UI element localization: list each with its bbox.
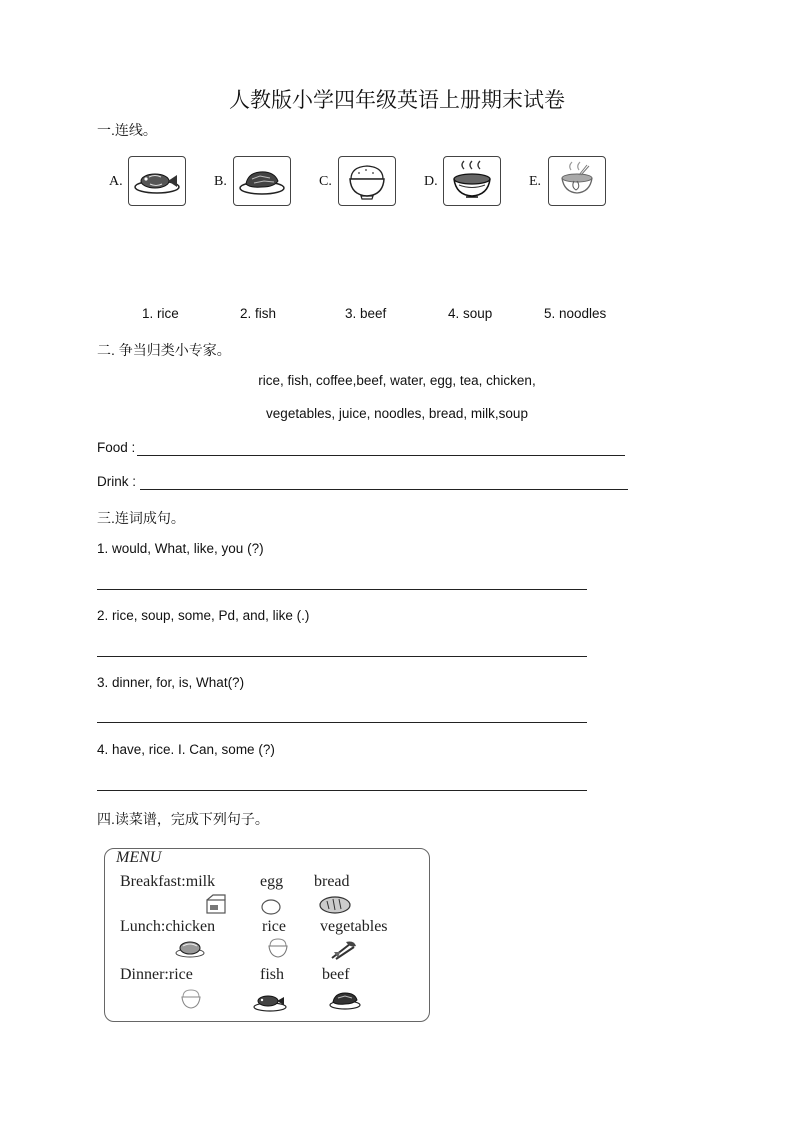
menu-dinner: Dinner:rice <box>120 966 193 983</box>
drink-answer-line[interactable] <box>140 489 628 490</box>
beef-plate-icon <box>234 157 290 205</box>
word-beef: 3. beef <box>345 306 387 321</box>
picture-a <box>128 156 186 206</box>
menu-dinner-beef: beef <box>322 966 350 983</box>
picture-label-a: A. <box>109 174 123 189</box>
question-3: 3. dinner, for, is, What(?) <box>97 675 245 690</box>
word-soup: 4. soup <box>448 306 493 321</box>
section-3-heading: 三.连词成句。 <box>97 510 185 526</box>
food-answer-line[interactable] <box>137 455 625 456</box>
picture-c <box>338 156 396 206</box>
question-4: 4. have, rice. I. Can, some (?) <box>97 742 275 757</box>
word-fish: 2. fish <box>240 306 277 321</box>
menu-breakfast-egg: egg <box>260 873 284 890</box>
food-label: Food : <box>97 440 136 455</box>
menu-lunch: Lunch:chicken <box>120 918 216 935</box>
chicken-icon <box>172 936 208 960</box>
milk-icon <box>201 892 237 916</box>
answer-line-2[interactable] <box>97 656 587 657</box>
egg-icon <box>253 895 289 919</box>
menu-title: MENU <box>116 849 162 866</box>
section-2-heading: 二. 争当归类小专家。 <box>97 342 231 358</box>
word-noodles: 5. noodles <box>544 306 607 321</box>
picture-label-d: D. <box>424 174 438 189</box>
question-1: 1. would, What, like, you (?) <box>97 541 264 556</box>
menu-dinner-fish: fish <box>260 966 284 983</box>
menu-lunch-vegetables: vegetables <box>320 918 388 935</box>
word-bank-line-2: vegetables, juice, noodles, bread, milk,soup <box>266 406 528 421</box>
picture-label-e: E. <box>529 174 542 189</box>
section-1-heading: 一.连线。 <box>97 122 157 138</box>
rice-bowl-small-icon <box>173 987 209 1011</box>
menu-lunch-rice: rice <box>262 918 286 935</box>
picture-label-c: C. <box>319 174 332 189</box>
beef-icon <box>327 987 363 1011</box>
rice-bowl-icon <box>339 157 395 205</box>
noodles-bowl-icon <box>549 157 605 205</box>
menu-breakfast: Breakfast:milk <box>120 873 216 890</box>
picture-d <box>443 156 501 206</box>
rice-icon <box>260 936 296 960</box>
bread-icon <box>317 893 353 917</box>
answer-line-1[interactable] <box>97 589 587 590</box>
answer-line-4[interactable] <box>97 790 587 791</box>
drink-label: Drink : <box>97 474 137 489</box>
picture-e <box>548 156 606 206</box>
section-4-heading: 四.读菜谱，完成下列句子。 <box>97 811 269 827</box>
menu-breakfast-bread: bread <box>314 873 350 890</box>
picture-label-b: B. <box>214 174 227 189</box>
soup-bowl-icon <box>444 157 500 205</box>
vegetables-icon <box>326 938 362 962</box>
fish-plate-icon <box>129 157 185 205</box>
word-rice: 1. rice <box>142 306 179 321</box>
picture-b <box>233 156 291 206</box>
fish-icon <box>252 989 288 1013</box>
page-title: 人教版小学四年级英语上册期末试卷 <box>229 88 565 112</box>
question-2: 2. rice, soup, some, Pd, and, like (.) <box>97 608 310 623</box>
word-bank-line-1: rice, fish, coffee,beef, water, egg, tea, chicken, <box>258 373 536 388</box>
answer-line-3[interactable] <box>97 722 587 723</box>
